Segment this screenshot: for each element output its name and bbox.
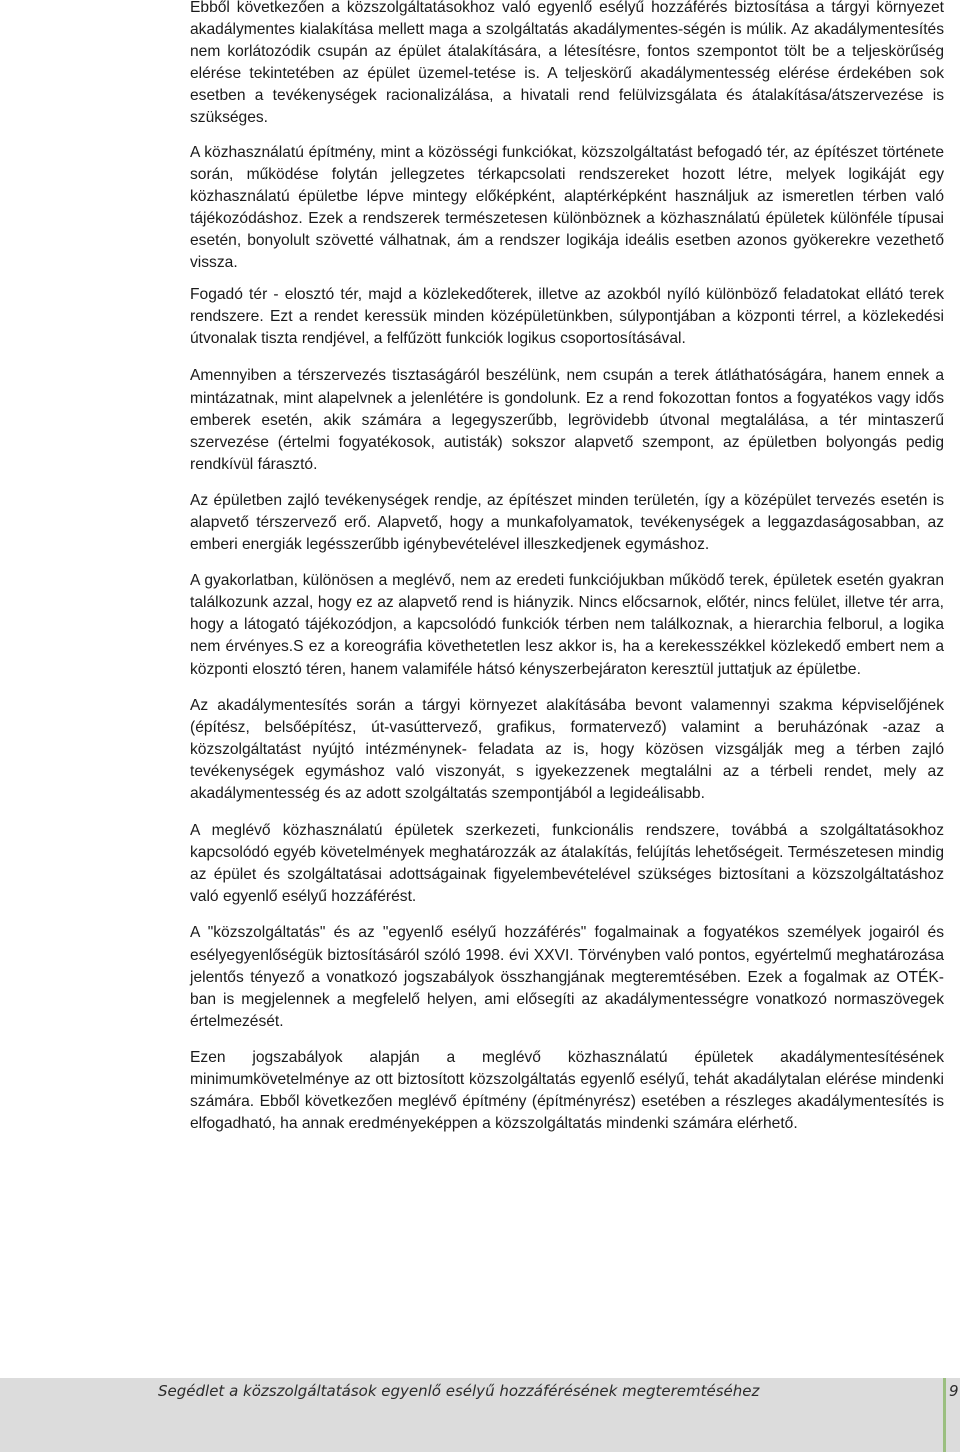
paragraph: Amennyiben a térszervezés tisztaságáról beszélünk, nem csupán a terek átláthatóságára, hanem ennek a mintázatnak, mint alapelvnek a jelenlétére is gondolunk. Ez a rend fokozottan fontos a fogyatékos vagy idős emberek esetén, akik számára a legegyszerűbb, legrövidebb útvonal megtalálása, a tér mintaszerű szervezése (értelmi fogyatékosok, autisták) sokszor alapvető szempont, az épületben bolyongás pedig rendkívül fárasztó.: [190, 367, 944, 473]
paragraph: Fogadó tér - elosztó tér, majd a közlekedőterek, illetve az azokból nyíló különböző feladatokat ellátó terek rendszere. Ezt a rendet keressük minden középületünkben, súlypontjában a központi térrel, a közlekedési útvonalak tiszta rendjével, a felfűzött funkciók logikus csoportosításával.: [190, 286, 944, 348]
page-number: 9: [949, 1382, 959, 1400]
paragraph: A közhasználatú építmény, mint a közösségi funkciókat, közszolgáltatást befogadó tér, az építészet története során, működése folytán jellegzetes térkapcsolati rendszereket hozott létre, melyek logikáját egy közhasználatú épületbe lépve mintegy előképként, alaptérképként használjuk az ismeretlen térben való tájékozódáshoz. Ezek a rendszerek természetesen különböznek a közhasználatú épületek különféle típusai esetén, bonyolult szövetté válhatnak, ám a rendszer logikája ideális esetben azonos gyökerekre vezethető vissza.: [190, 143, 944, 272]
paragraph: Az akadálymentesítés során a tárgyi környezet alakításába bevont valamennyi szakma képviselőjének (építész, belsőépítész, út-vasúttervező, grafikus, formatervező) valamint a beruházónak -azaz a közszolgáltatást nyújtó intézménynek- feladata az is, hogy közösen vizsgálják meg a térben zajló tevékenységek egymáshoz való viszonyát, s igyekezzenek megtalálni az a térbeli rendet, mely az akadálymentesség és az adott szolgáltatás szempontjából a legideálisabb.: [190, 696, 944, 802]
paragraph: Ebből következően a közszolgáltatásokhoz való egyenlő esélyű hozzáférés biztosítása a tárgyi környezet akadálymentes kialakítása mellett maga a szolgáltatás akadálymentes-ségén is múlik. Az akadálymentesítés nem korlátozódik csupán az épület átalakítására, a létesítésre, fontos szempontot tölt be a teljeskörűség elérése tekintetében az épület üzemel-tetése is. A teljeskörű akadálymentesség elérése érdekében sok esetben a tevékenységek racionalizálása, a hivatali rend felülvizsgálata és átalakítása/átszervezése is szükséges.: [190, 0, 944, 127]
body-text: [190, 0, 944, 1147]
paragraph: A gyakorlatban, különösen a meglévő, nem az eredeti funkciójukban működő terek, épületek esetén gyakran találkozunk azzal, hogy ez az alapvető rend is hiányzik. Nincs előcsarnok, előtér, nincs felület, illetve tér arra, hogy a látogató tájékozódjon, a kapcsolódó funkciók térben nem találkoznak, a hierarchia felborul, a logika nem érvényes.S ez a koreográfia követhetetlen lesz akkor is, ha a kerekesszékkel közlekedő embert nem a központi elosztó téren, hanem valamiféle hátsó kényszerbejáraton keresztül juttatjuk az épületbe.: [190, 572, 944, 678]
footer-title: Segédlet a közszolgáltatások egyenlő esélyű hozzáférésének megteremtéséhez: [158, 1382, 760, 1400]
paragraph: A "közszolgáltatás" és az "egyenlő esélyű hozzáférés" fogalmainak a fogyatékos személyek jogairól és esélyegyenlőségük biztosításáról szóló 1998. évi XXVI. Törvényben való pontos, egyértelmű meghatározása jelentős tényező a vonatkozó jogszabályok összhangjának megteremtésében. Ezek a fogalmak az OTÉK-ban is megjelennek a megfelelő helyen, ami elősegíti az akadálymentességre vonatkozó normaszövegek értelmezését.: [190, 924, 944, 1030]
footer-divider: [943, 1378, 946, 1452]
paragraph: A meglévő közhasználatú épületek szerkezeti, funkcionális rendszere, továbbá a szolgáltatásokhoz kapcsolódó egyéb követelmények meghatározzák az átalakítás, felújítás lehetőségeit. Természetesen mindig az épület és szolgáltatásai adottságainak figyelembevételével szükséges biztosítani a közszolgáltatáshoz való egyenlő esélyű hozzáférést.: [190, 822, 944, 906]
paragraph: Ezen jogszabályok alapján a meglévő közhasználatú épületek akadálymentesítésének minimumkövetelménye az ott biztosított közszolgáltatás egyenlő esélyű, tehát akadálytalan elérése mindenki számára. Ebből következően meglévő építmény (építményrész) esetében a részleges akadálymentesítés is elfogadható, ha annak eredményeképpen a közszolgáltatás mindenki számára elérhető.: [190, 1048, 944, 1133]
paragraph: Az épületben zajló tevékenységek rendje, az építészet minden területén, így a középület tervezés esetén is alapvető térszervező erő. Alapvető, hogy a munkafolyamatok, tevékenységek a leggazdaságosabban, az emberi energiák legésszerűbb igénybevételével illeszkedjenek egymáshoz.: [190, 491, 944, 554]
